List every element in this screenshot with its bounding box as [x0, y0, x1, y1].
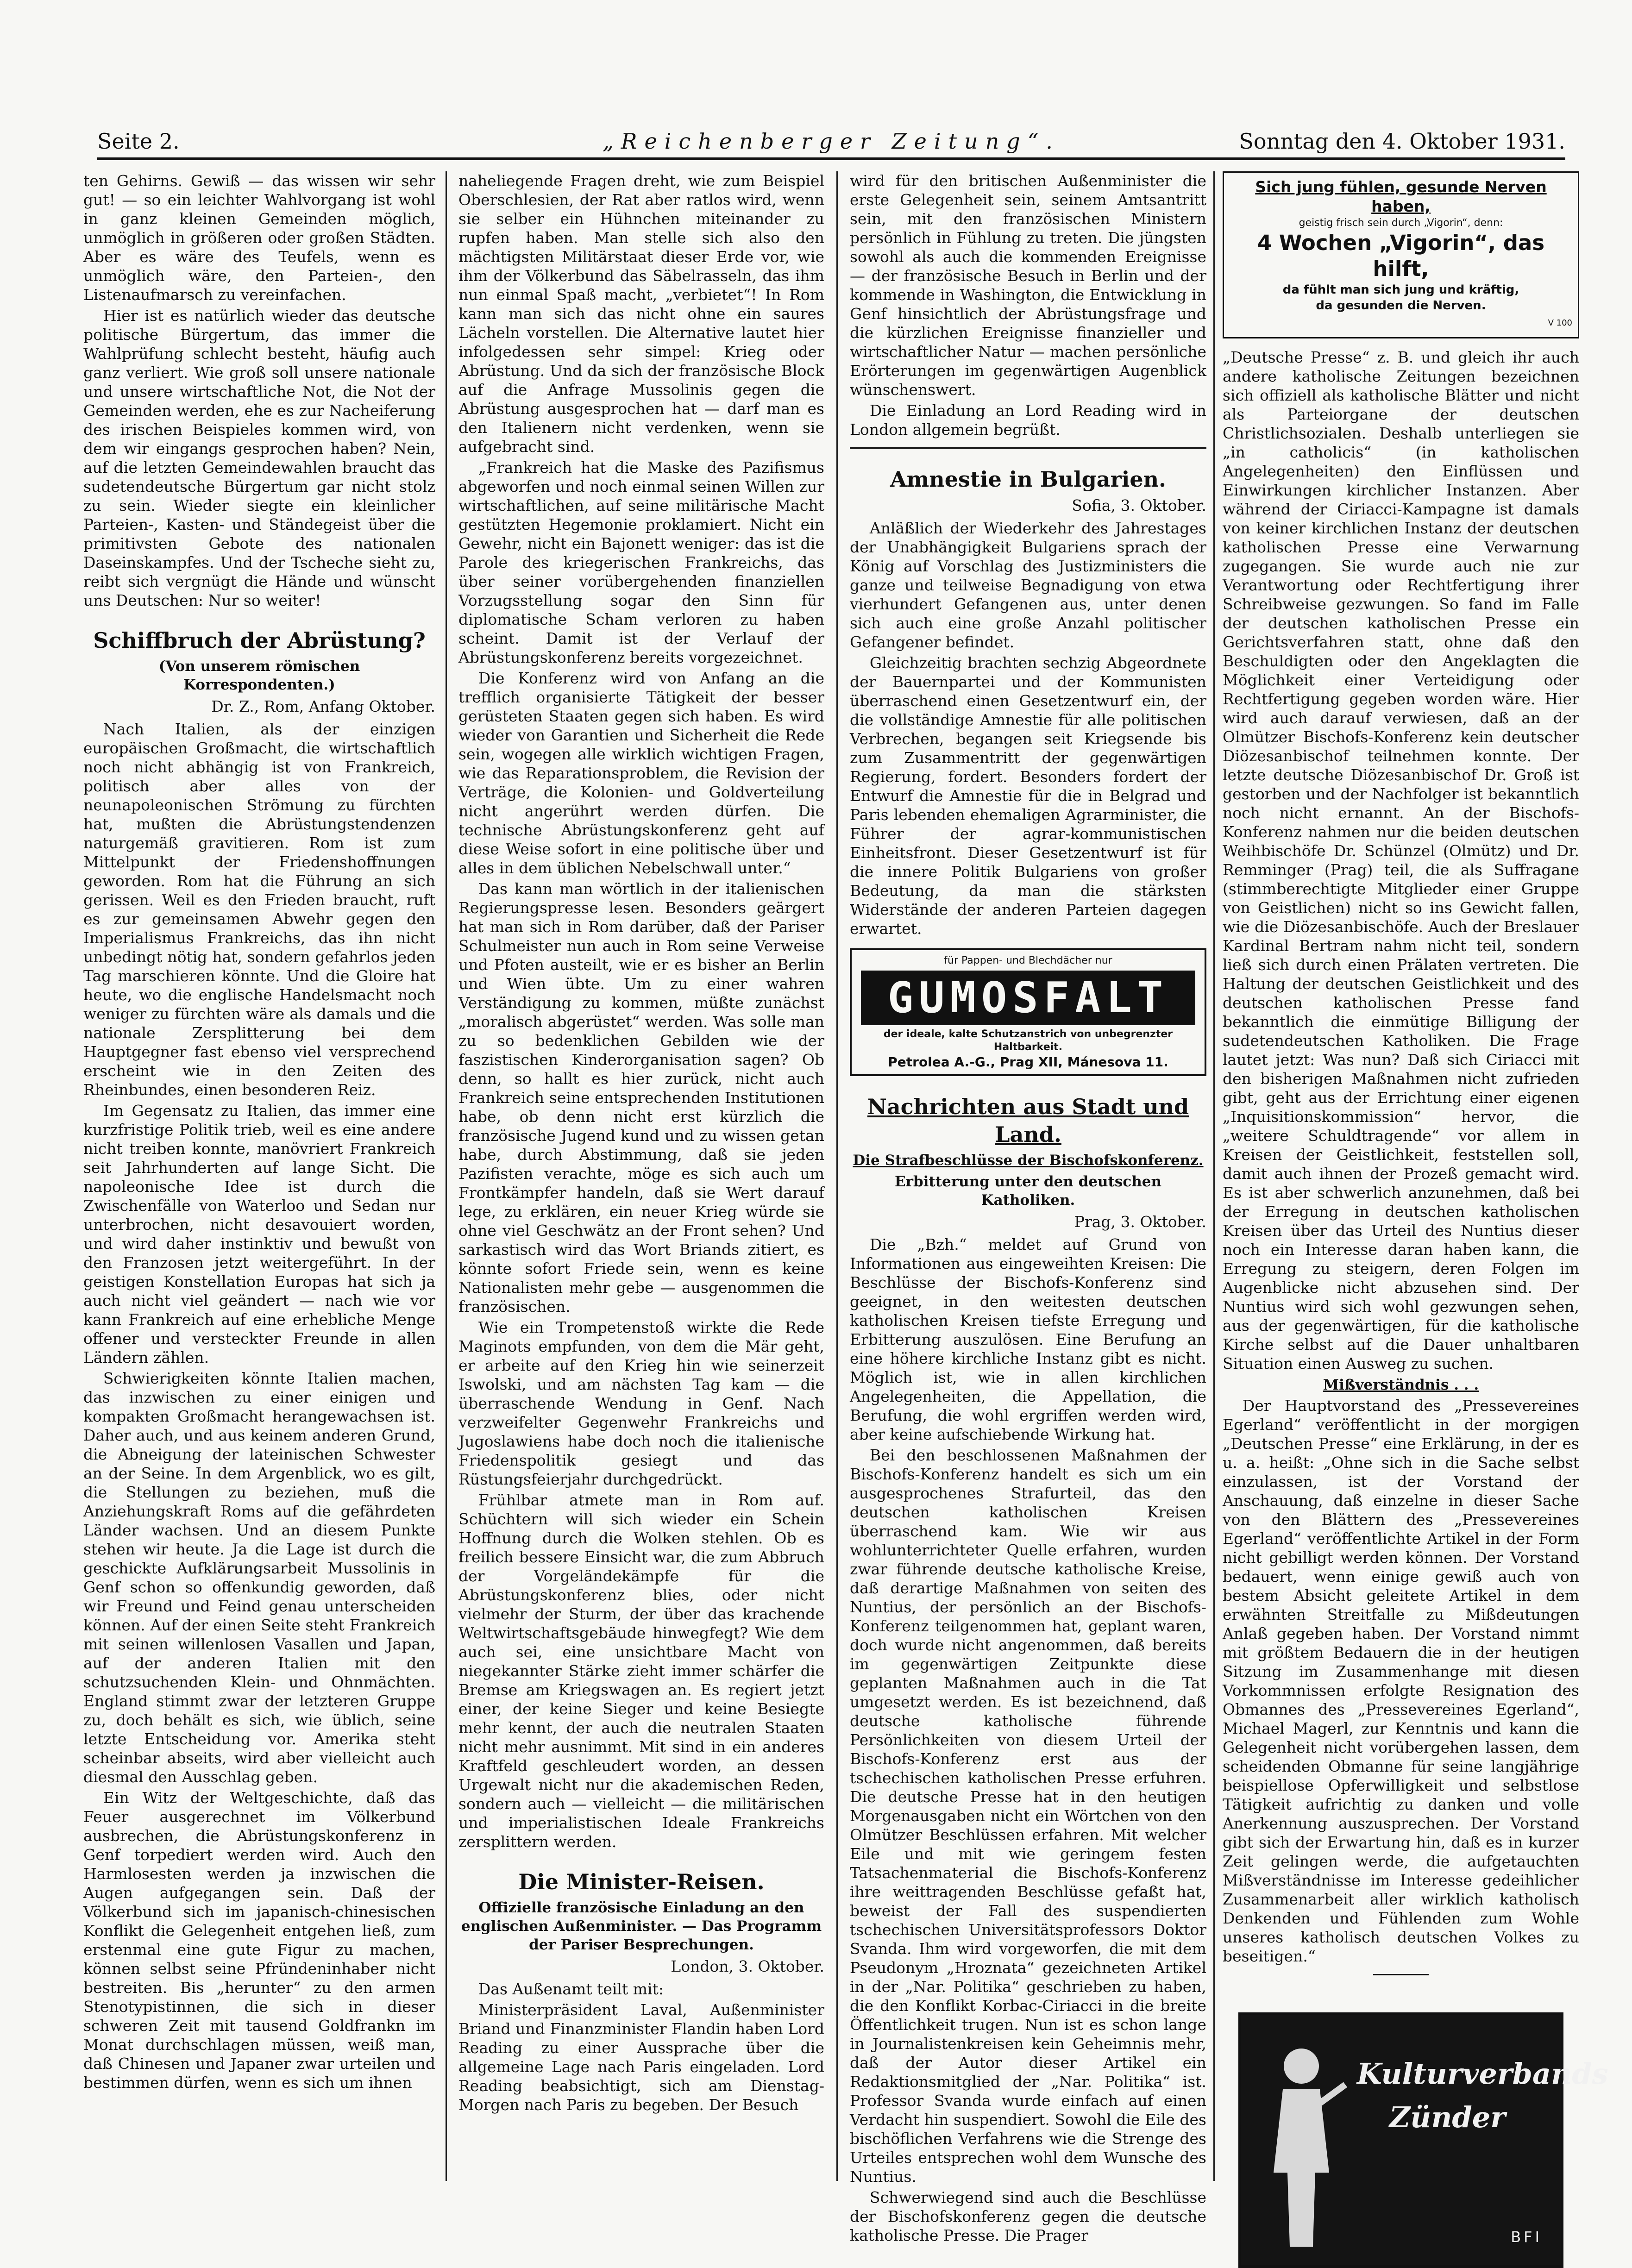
column-1: [83, 171, 435, 2181]
column-divider: [836, 171, 838, 2181]
paragraph: Wie ein Trompetenstoß wirkte die Rede Maginots empfunden, von dem die Mär geht, er arbeite auf den Krieg hin wie seinerzeit Iswolski, und am nächsten Tag kam — die überraschende Wendung in Genf. Nach verzweifelter Gegenwehr Frankreichs und Jugoslawiens habe doch noch die italienische Friedenspolitik gesiegt und das Rüstungsfeierjahr durchgedrückt.: [458, 1318, 824, 1488]
article-heading: Die Minister-Reisen.: [518, 1869, 765, 1894]
paragraph: ten Gehirns. Gewiß — das wissen wir sehr gut! — so ein leichter Wahlvorgang ist wohl in ganz kleinen Gemeinden möglich, unmöglich in größeren oder großen Städten. Aber es wäre des Teufels, wenn es unmöglich wäre, den Parteien-, den Listenaufmarsch zu vereinfachen.: [83, 172, 435, 304]
ad-mark: BFI: [1511, 2228, 1542, 2246]
article-subheading: (Von unserem römischen Korrespondenten.): [158, 658, 360, 693]
dateline: London, 3. Oktober.: [671, 1957, 824, 1975]
ad-title: Kulturverbands: [1357, 2057, 1608, 2091]
paragraph: Der Hauptvorstand des „Pressevereines Egerland“ veröffentlicht in der morgigen „Deutschen Presse“ eine Erklärung, in der es u. a. heißt: „Ohne sich in die Sache selbst einzulassen, ist der Vorstand der Anschauung, daß einzelne in dieser Sache von den Blättern des „Pressevereines Egerland“ veröffentlichte Artikel in der Form nicht gebilligt werden können. Der Vorstand bedauert, wenn einige gewiß auch von bestem Absicht geleitete Artikel in dem erwähnten Streitfalle zu Mißdeutungen Anlaß gegeben haben. Der Vorstand nimmt mit größtem Bedauern die in der heutigen Sitzung im Zusammenhange mit diesen Vorkommnissen erfolgte Resignation des Obmannes des „Pressevereines Egerland“, Michael Magerl, zur Kenntnis und kann die Gelegenheit nicht vorübergehen lassen, dem scheidenden Obmanne für seine langjährige beispiellose Opferwilligkeit und selbstlose Tätigkeit aufrichtig zu danken und volle Anerkennung auszusprechen. Der Vorstand gibt sich der Erwartung hin, daß es in kurzer Zeit gelingen werde, die aufgetauchten Mißverständnisse im Interesse gedeihlicher Zusammenarbeit aller wirklich katholisch Denkenden und Fühlenden zum Wohle unseres katholisch deutschen Volkes zu beseitigen.“: [1223, 1397, 1579, 1965]
article-heading: Amnestie in Bulgarien.: [890, 467, 1167, 492]
newspaper-title: „Reichenberger Zeitung“.: [603, 129, 1060, 154]
paragraph: Nach Italien, als der einzigen europäischen Großmacht, die wirtschaftlich noch nicht abhängig ist von Frankreich, politisch aber alles von der neunapoleonischen Strömung zu fürchten hat, mußten die Abrüstungstendenzen naturgemäß gravitieren. Rom ist zum Mittelpunkt der Friedenshoffnungen geworden. Rom hat die Führung an sich gerissen. Weil es den Frieden braucht, ruft es zur gemeinsamen Abwehr gegen den Imperialismus Frankreichs, das ihn nicht unbedingt nötig hat, sondern gefahrlos jeden Tag marschieren könnte. Und die Gloire hat heute, wo die englische Handelsmacht noch weniger zu fürchten wäre als damals und die nationale Zersplitterung bei dem Hauptgegner fast ebenso viel versprechend erscheint wie in den Zeiten des Rheinbundes, einen besonderen Reiz.: [83, 720, 435, 1099]
paragraph: Im Gegensatz zu Italien, das immer eine kurzfristige Politik trieb, weil es eine andere nicht treiben konnte, manövriert Frankreich seit Jahrhunderten auf lange Sicht. Die napoleonische Idee ist durch die Zwischenfälle von Waterloo und Sedan nur unterbrochen, nicht desavouiert worden, und wird daher instinktiv und bewußt von den Franzosen jetzt weitergeführt. In der geistigen Konstellation Europas hat sich ja auch nicht viel geändert — nach wie vor kann Frankreich auf eine erhebliche Menge offener und versteckter Freunde in allen Ländern zählen.: [83, 1102, 435, 1366]
article-subheading: Die Strafbeschlüsse der Bischofskonferenz.: [853, 1152, 1204, 1169]
vigorin-advertisement: [1223, 171, 1579, 338]
ad-headline: Sich jung fühlen, gesunde Nerven haben,: [1255, 178, 1547, 215]
ad-description: der ideale, kalte Schutzanstrich von unbegrenzter Haltbarkeit.: [883, 1028, 1173, 1053]
kulturverband-advertisement: [1238, 2012, 1608, 2268]
ad-brand: GUMOSFALT: [861, 971, 1195, 1025]
paragraph: Hier ist es natürlich wieder das deutsche politische Bürgertum, das immer die Wahlprüfung schlecht besteht, häufig auch ganz verliert. Wie groß soll unsere nationale und unsere wirtschaftliche Not, die Not der Gemeinden werden, ehe es zur Nacheiferung des irischen Beispieles kommen wird, von dem wir eingangs gesprochen haben? Nein, auf die letzten Gemeindewahlen braucht das sudetendeutsche Bürgertum gar nicht stolz zu sein. Wieder siegte ein kleinlicher Parteien-, Kasten- und Ständegeist über die primitivsten Gebote des nationalen Daseinskampfes. Und der Tscheche sieht zu, reibt sich vergnügt die Hände und wünscht uns Deutschen: Nur so weiter!: [83, 307, 435, 609]
column-4: [1223, 171, 1608, 2246]
paragraph: Gleichzeitig brachten sechzig Abgeordnete der Bauernpartei und der Kommunisten überraschend einen Gesetzentwurf ein, der die vollständige Amnestie für alle politischen Verbrechen, begangen seit Kriegsende bis zum Zusammentritt der gegenwärtigen Regierung, fordert. Besonders fordert der Entwurf die Amnestie für die in Belgrad und Paris lebenden ehemaligen Agrarminister, die Führer der agrar-kommunistischen Einheitsfront. Dieser Gesetzentwurf ist für die innere Politik Bulgariens von großer Bedeutung, da man die stärksten Widerstände der anderen Parteien dagegen erwartet.: [850, 654, 1206, 938]
paragraph: Bei den beschlossenen Maßnahmen der Bischofs-Konferenz handelt es sich um ein ausgesprochenes Strafurteil, das den deutschen katholischen Kreisen überraschend kam. Wie wir aus wohlunterrichteter Quelle erfahren, wurden zwar führende deutsche katholische Kreise, daß derartige Maßnahmen von seiten des Nuntius, der persönlich an der Bischofs-Konferenz teilgenommen hat, geplant waren, doch wurde nicht angenommen, daß bereits im gegenwärtigen Zeitpunkte diese geplanten Maßnahmen auch in die Tat umgesetzt werden. Es ist bezeichnend, daß deutsche katholische führende Persönlichkeiten von diesem Urteil der Bischofs-Konferenz erst aus der tschechischen katholischen Presse erfuhren. Die deutsche Presse hat in den heutigen Morgenausgaben nicht ein Wörtchen von den Olmützer Beschlüssen erfahren. Mit welcher Eile und mit wie geringem festen Tatsachenmaterial die Bischofs-Konferenz ihre weittragenden Beschlüsse gefaßt hat, beweist der Fall des suspendierten tschechischen Universitätsprofessors Doktor Svanda. Ihm wird vorgeworfen, die mit dem Pseudonym „Hroznata“ gezeichneten Artikel in der „Nar. Politika“ geschrieben zu haben, die den Konflikt Korbac-Ciriacci in die breite Öffentlichkeit trugen. Nun ist es schon lange in Journalistenkreisen kein Geheimnis mehr, daß der Autor dieser Artikel ein Redaktionsmitglied der „Nar. Politika“ ist. Professor Svanda wurde einfach auf einen Verdacht hin suspendiert. Sowohl die Eile des bischöflichen Verfahrens wie die Strenge des Urteiles entsprechen wohl dem Wunsche des Nuntius.: [850, 1446, 1206, 2186]
dateline: Prag, 3. Oktober.: [1074, 1213, 1206, 1231]
column-divider: [1213, 171, 1215, 2181]
quote-paragraph: „Frankreich hat die Maske des Pazifismus abgeworfen und noch einmal seinen Willen zur wirtschaftlichen, auf seine militärische Macht gestützten Hegemonie proklamiert. Nicht ein Gewehr, nicht ein Bajonett weniger: das ist die Parole des kriegerischen Frankreichs, das über seiner vorübergehenden finanziellen Vorzugsstellung sogar den Sinn für diplomatische Scham verloren zu haben scheint. Damit ist der Verlauf der Abrüstungskonferenz bereits vorgezeichnet.: [458, 458, 824, 666]
dateline: Sofia, 3. Oktober.: [1072, 496, 1206, 514]
paragraph: Das Außenamt teilt mit:: [478, 1980, 664, 1998]
ad-title-2: Zünder: [1389, 2100, 1506, 2134]
paragraph: „Deutsche Presse“ z. B. und gleich ihr auch andere katholische Zeitungen bezeichnen sich offiziell als katholische Blätter und nicht als Parteiorgane der deutschen Christlichsozialen. Deshalb unterliegen sie „in catholicis“ (in katholischen Angelegenheiten) den Einflüssen und Einwirkungen kirchlicher Instanzen. Aber während der Ciriacci-Kampagne ist damals von keiner kirchlichen Instanz der deutschen katholischen Presse eine Verwarnung zugegangen. Sie wurde auch nie zur Verantwortung oder Rechtfertigung ihrer Schreibweise gezwungen. So fand im Falle der deutschen katholischen Presse ein Gerichtsverfahren statt, ohne daß den Beschuldigten oder den Angeklagten die Möglichkeit einer Verteidigung oder Rechtfertigung gegeben worden wäre. Hier wird auch darauf verwiesen, daß an der Olmützer Bischofs-Konferenz kein deutscher Diözesanbischof teilnehmen konnte. Der letzte deutsche Diözesanbischof Dr. Groß ist gestorben und der Nachfolger ist bekanntlich noch nicht ernannt. An der Bischofs-Konferenz nahmen nur die beiden deutschen Weihbischöfe Dr. Schünzel (Olmütz) und Dr. Remminger (Prag) teil, die als Suffragane (stimmberechtigte Mitglieder einer Gruppe von Geistlichen) nicht so ins Gewicht fallen, wie die Diözesanbischöfe. Auch der Breslauer Kardinal Bertram nahm nicht teil, sondern ließ sich durch einen Prälaten vertreten. Die Haltung der deutschen Geistlichkeit und des deutschen katholischen Presse fand bekanntlich die einmütige Billigung der sudetendeutschen Katholiken. Die Frage lautet jetzt: Was nun? Daß sich Ciriacci mit den bisherigen Maßnahmen nicht zufrieden gibt, geht aus der Errichtung einer eigenen „Inquisitionskommission“ hervor, die „weitere Schuldtragende“ vor allem in Kreisen der Geistlichkeit, feststellen soll, damit auch ihnen der Prozeß gemacht wird. Es ist aber schwerlich anzunehmen, daß bei der Erregung in deutschen katholischen Kreisen über das Urteil des Nuntius dieser noch ein Interesse daran haben kann, die Erregung zu steigern, deren Folgen im Augenblicke nicht abzusehen sind. Der Nuntius wird sich wohl gezwungen sehen, aus der gegenwärtigen, für die katholische Kirche selbst auf die Dauer unhaltbaren Situation einen Ausweg zu suchen.: [1223, 348, 1579, 1372]
ad-line: da fühlt man sich jung und kräftig,: [1282, 283, 1519, 297]
figure-illustration: [1255, 2034, 1348, 2251]
paragraph: Schwierigkeiten könnte Italien machen, das inzwischen zu einer einigen und kompakten Großmacht herangewachsen ist. Daher auch, und aus keinem anderen Grund, die Abneigung der lateinischen Schwester an der Seine. In dem Argenblick, wo es gilt, die Stellungen zu beziehen, muß die Anziehungskraft Roms auf die gefährdeten Länder wachsen. Und an diesem Punkte stehen wir heute. Ja die Lage ist durch die geschickte Aufklärungsarbeit Mussolinis in Genf schon so offenkundig geworden, daß wir Freund und Feind genau unterscheiden können. Auf der einen Seite steht Frankreich mit seinen willenlosen Vasallen und Japan, auf der anderen Italien mit den schutzsuchenden Klein- und Ohnmächten. England stimmt zwar der letzteren Gruppe zu, doch behält es sich, wie üblich, seine letzte Entscheidung vor. Amerika steht scheinbar abseits, wird aber vielleicht auch diesmal den Ausschlag geben.: [83, 1369, 435, 1786]
paragraph: Frühlbar atmete man in Rom auf. Schüchtern will sich wieder ein Schein Hoffnung durch die Wolken stehlen. Ob es freilich bessere Einsicht war, die zum Abbruch der Vorgeländekämpfe für die Abrüstungskonferenz blies, oder nicht vielmehr der Sturm, der über das krachende Weltwirtschaftsgebäude hinwegfegt? Wie dem auch sei, eine unsichtbare Macht von niegekannter Stärke zieht immer schärfer die Bremse am Kriegswagen an. Es regiert jetzt einer, der keine Sieger und keine Besiegte mehr kennt, der auch die neutralen Staaten nicht mehr ausnimmt. Mit sind in ein anderes Kraftfeld geschleudert worden, an dessen Urgewalt nicht nur die akademischen Reden, sondern auch — vielleicht — die militärischen und imperialistischen Ideale Frankreichs zersplittern werden.: [458, 1491, 824, 1851]
paragraph: Ein Witz der Weltgeschichte, daß das Feuer ausgerechnet im Völkerbund ausbrechen, die Abrüstungskonferenz in Genf torpediert werden wird. Auch den Harmlosesten werden ja inzwischen die Augen aufgegangen sein. Daß der Völkerbund sich im japanisch-chinesischen Konflikt die Gelegenheit entgehen ließ, zum erstenmal eine gute Figur zu machen, können selbst seine Pfründeninhaber nicht bestreiten. Bis „herunter“ zu den armen Stenotypistinnen, die sich in dieser schweren Zeit mit tausend Goldfrankn im Monat durchschlagen müssen, weiß man, daß Chinesen und Japaner zwar urteilen und bestimmen dürfen, wenn es sich um ihnen: [83, 1789, 435, 2092]
gumosfalt-advertisement: [850, 948, 1206, 1076]
ad-code: V 100: [1548, 318, 1572, 328]
page-number: Seite 2.: [97, 129, 180, 154]
section-heading: Nachrichten aus Stadt und Land.: [867, 1094, 1189, 1147]
paragraph: Anläßlich der Wiederkehr des Jahrestages der Unabhängigkeit Bulgariens sprach der König auf Vorschlag des Justizministers die ganze und teilweise Begnadigung von etwa vierhundert Gefangenen aus, unter denen sich auch eine große Anzahl politischer Gefangener befindet.: [850, 519, 1206, 651]
dateline: Dr. Z., Rom, Anfang Oktober.: [211, 697, 435, 715]
ad-line: da gesunden die Nerven.: [1316, 299, 1486, 313]
article-subheading: Offizielle französische Einladung an den englischen Außenminister. — Das Programm der Pariser Besprechungen.: [461, 1899, 822, 1953]
column-3: [850, 171, 1206, 2244]
quote-paragraph: Die Konferenz wird von Anfang an die trefflich organisierte Tätigkeit der besser gerüsteten Staaten gegen sich haben. Es wird wieder von Garantien und Sicherheit die Rede sein, wogegen alle wirklich wichtigen Fragen, wie das Reparationsproblem, die Revision der Verträge, die Kolonien- und Goldverteilung nicht angerührt werden dürfen. Die technische Abrüstungskonferenz geht auf diese Weise sofort in eine politische über und alles in dem üblichen Nebelschwall unter.“: [458, 669, 824, 877]
paragraph: Ministerpräsident Laval, Außenminister Briand und Finanzminister Flandin haben Lord Reading zu einer Aussprache über die allgemeine Lage nach Paris eingeladen. Lord Reading beabsichtigt, sich am Dienstag-Morgen nach Paris zu begeben. Der Besuch: [458, 2001, 824, 2114]
paragraph: Die „Bzh.“ meldet auf Grund von Informationen aus eingeweihten Kreisen: Die Beschlüsse der Bischofs-Konferenz sind geeignet, in den weitesten deutschen katholischen Kreisen tiefste Erregung und Erbitterung auszulösen. Eine Berufung an eine höhere kirchliche Instanz gibt es nicht. Möglich ist, wie in allen kirchlichen Angelegenheiten, die Appellation, die Berufung, die wohl ergriffen werden wird, aber keine aufschiebende Wirkung hat.: [850, 1235, 1206, 1443]
paragraph: wird für den britischen Außenminister die erste Gelegenheit sein, seinem Amtsantritt sein, mit den französischen Ministern persönlich in Fühlung zu treten. Die jüngsten sowohl als auch die kommenden Ereignisse — der französische Besuch in Berlin und der kommende in Washington, die Entwicklung in Genf hinsichtlich der Abrüstungsfrage und die kürzlichen Ereignisse finanzieller und wirtschaftlicher Natur — machen persönliche Erörterungen im gegenwärtigen Augenblick wünschenswert.: [850, 172, 1206, 399]
article-subheading: Mißverständnis . . .: [1323, 1377, 1479, 1393]
section-rule: [1373, 1974, 1429, 1975]
paragraph: naheliegende Fragen dreht, wie zum Beispiel Oberschlesien, der Rat aber ratlos wird, wenn sie selber ein Hühnchen miteinander zu rupfen haben. Man stelle sich also den mächtigsten Militärstaat dieser Erde vor, wie ihm der Völkerbund das Säbelrasseln, das ihm nun einmal Spaß macht, „verbietet“! In Rom kann man sich das nicht ohne ein saures Lächeln vorstellen. Die Alternative lautet hier infolgedessen sehr simpel: Krieg oder Abrüstung. Und da sich der französische Block auf die Anfrage Mussolinis gegen die Abrüstung ausgesprochen hat — darf man es den Italienern nicht verdenken, wenn sie aufgebracht sind.: [458, 172, 824, 456]
column-2: [458, 171, 824, 2176]
ad-line: geistig frisch sein durch „Vigorin“, denn:: [1299, 217, 1503, 229]
article-subheading: Erbitterung unter den deutschen Katholiken.: [894, 1173, 1161, 1209]
section-rule: [850, 447, 1206, 449]
paragraph: Das kann man wörtlich in der italienischen Regierungspresse lesen. Besonders geärgert hat man sich in Rom darüber, daß der Pariser Schulmeister nun auch in Rom seine Verweise und Pfoten austeilt, wie er es bisher an Berlin und Wien übte. Um zu einer wahren Verständigung zu kommen, müßte zunächst „moralisch abgerüstet“ werden. Was solle man zu so bedenklichen Gebilden wie der faszistischen Kinderorganisation sagen? Ob denn, so hallt es hier zurück, nicht auch Frankreich seine entsprechenden Institutionen habe, ob denn nicht erst kürzlich die französische Jugend kund und zu wissen getan habe, durch Abstimmung, daß sie jeden Pazifisten verachte, möge es sich auch um Frontkämpfer handeln, daß sie Wert darauf lege, zu erklären, ein neuer Krieg würde sie ohne viel Geschwätz an der Front sehen? Und sarkastisch wird das Wort Briands zitiert, es könnte sofort Friede sein, wenn es keine Nationalisten mehr gebe — ausgenommen die französischen.: [458, 880, 824, 1316]
paragraph: Die Einladung an Lord Reading wird in London allgemein begrüßt.: [850, 401, 1206, 439]
article-heading: Schiffbruch der Abrüstung?: [93, 628, 426, 653]
issue-date: Sonntag den 4. Oktober 1931.: [1239, 129, 1565, 154]
ad-tagline: für Pappen- und Blechdächer nur: [944, 955, 1112, 966]
ad-slogan: 4 Wochen „Vigorin“, das hilft,: [1257, 231, 1545, 281]
ad-address: Petrolea A.-G., Prag XII, Mánesova 11.: [888, 1054, 1168, 1070]
paragraph: Schwerwiegend sind auch die Beschlüsse der Bischofskonferenz gegen die deutsche katholische Presse. Die Prager: [850, 2188, 1206, 2244]
column-divider: [446, 171, 447, 2181]
page-header: [97, 125, 1565, 160]
